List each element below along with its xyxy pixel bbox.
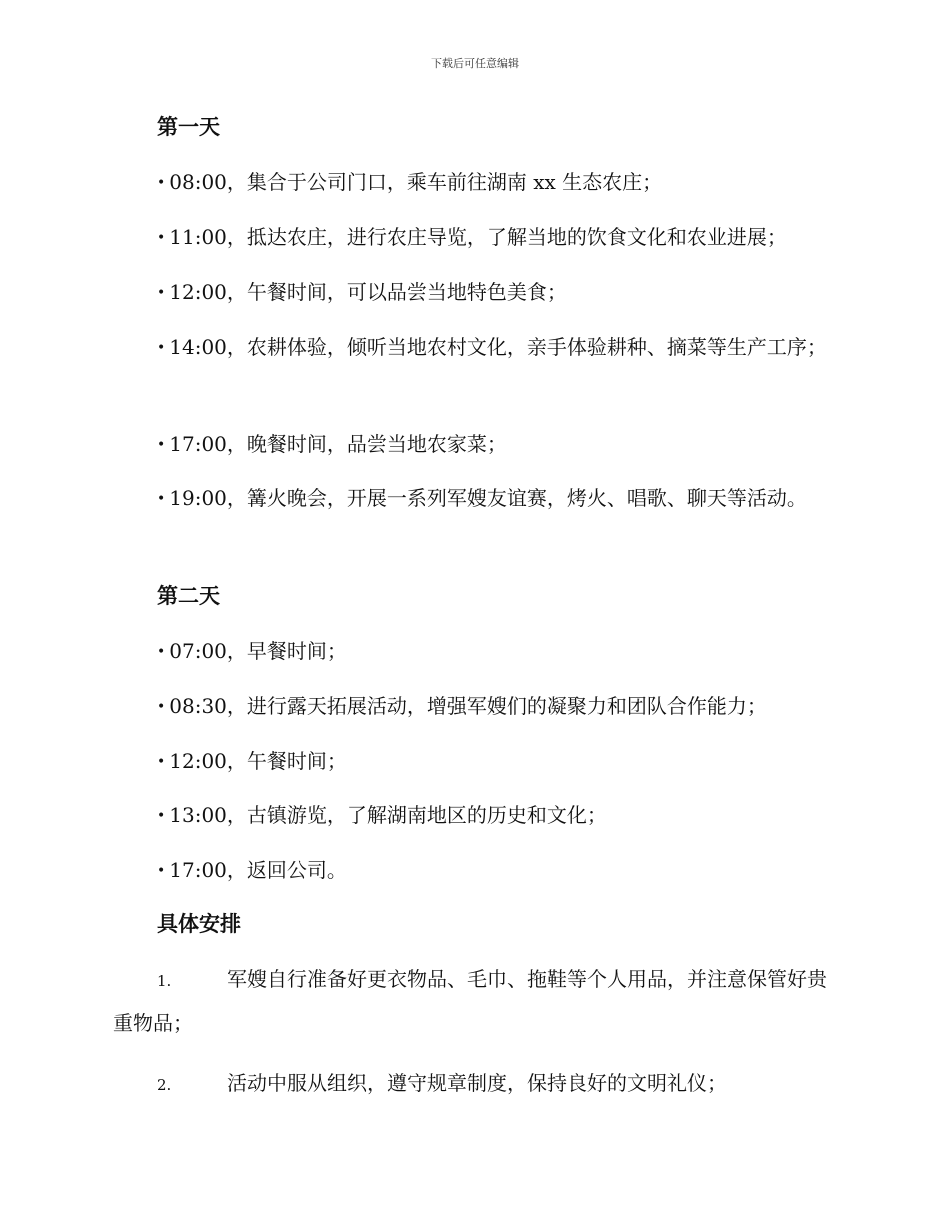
- item-text: ，篝火晚会，开展一系列军嫂友谊赛，烤火、唱歌、聊天等活动。: [226, 486, 807, 510]
- bullet-dot: •: [157, 437, 166, 453]
- bullet-dot: •: [157, 699, 166, 715]
- item-text: ，早餐时间；: [226, 639, 347, 663]
- page-header: 下载后可任意编辑: [431, 57, 519, 70]
- bullet-dot: •: [157, 491, 166, 507]
- item-time: 12:00: [169, 280, 227, 304]
- item-text: ，返回公司。: [226, 858, 347, 882]
- bullet-dot: •: [157, 175, 166, 191]
- item-time: 07:00: [169, 639, 227, 663]
- item-time: 08:00: [169, 170, 227, 194]
- item-time: 17:00: [169, 432, 227, 456]
- bullet-dot: •: [157, 285, 166, 301]
- arrangement-heading: 具体安排: [157, 911, 241, 936]
- day2-item: [157, 747, 835, 776]
- item-time: 17:00: [169, 858, 227, 882]
- item-text: ，进行露天拓展活动，增强军嫂们的凝聚力和团队合作能力；: [226, 694, 767, 718]
- item-text: ，午餐时间；: [226, 749, 347, 773]
- day1-heading: 第一天: [157, 114, 220, 139]
- item-text: ，农耕体验，倾听当地农村文化，亲手体验耕种、摘菜等生产工序；: [226, 335, 827, 359]
- bullet-dot: •: [157, 644, 166, 660]
- item-time: 13:00: [169, 803, 227, 827]
- arrangement-item: [113, 958, 835, 1044]
- day2-item: [157, 801, 835, 830]
- item-time: 08:30: [169, 694, 227, 718]
- item-text: ，晚餐时间，品尝当地农家菜；: [226, 432, 507, 456]
- item-number: 2.: [157, 1076, 172, 1094]
- item-text: ，午餐时间，可以品尝当地特色美食；: [226, 280, 567, 304]
- day1-item: [157, 168, 835, 197]
- day1-item: [157, 223, 835, 252]
- day2-heading: 第二天: [157, 583, 220, 608]
- bullet-dot: •: [157, 340, 166, 356]
- bullet-dot: •: [157, 754, 166, 770]
- day1-item: [157, 430, 835, 459]
- item-text: ，古镇游览，了解湖南地区的历史和文化；: [226, 803, 607, 827]
- bullet-dot: •: [157, 230, 166, 246]
- day2-item: [157, 692, 835, 721]
- item-text: ，集合于公司门口，乘车前往湖南 xx 生态农庄；: [226, 170, 663, 194]
- item-text: 活动中服从组织，遵守规章制度，保持良好的文明礼仪；: [227, 1071, 727, 1095]
- item-time: 14:00: [169, 335, 227, 359]
- day1-item: [113, 477, 835, 520]
- bullet-dot: •: [157, 863, 166, 879]
- item-number: 1.: [157, 972, 172, 990]
- day1-item: [157, 278, 835, 307]
- arrangement-item: [113, 1062, 835, 1106]
- item-text: ，抵达农庄，进行农庄导览，了解当地的饮食文化和农业进展；: [226, 225, 787, 249]
- day1-item: [113, 326, 835, 369]
- item-time: 11:00: [169, 225, 227, 249]
- day2-item: [157, 637, 835, 666]
- item-time: 12:00: [169, 749, 227, 773]
- day2-item: [157, 856, 835, 885]
- bullet-dot: •: [157, 808, 166, 824]
- item-text: 军嫂自行准备好更衣物品、毛巾、拖鞋等个人用品，并注意保管好贵重物品；: [113, 967, 827, 1035]
- item-time: 19:00: [169, 486, 227, 510]
